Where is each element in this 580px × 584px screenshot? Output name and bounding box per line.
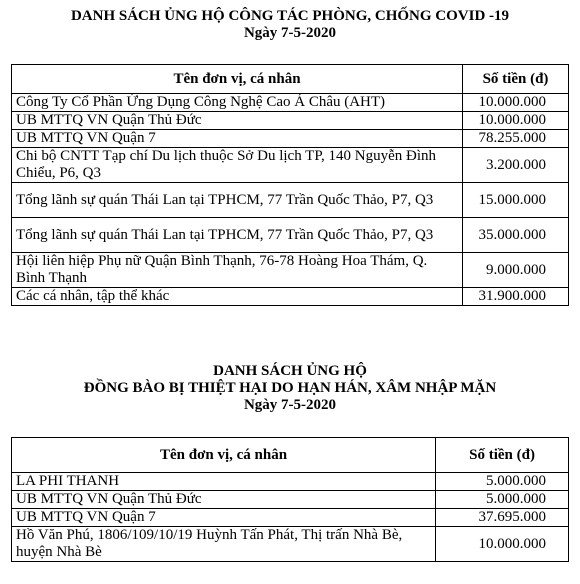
- covid-donation-table: [11, 64, 569, 306]
- drought-donation-table: [11, 437, 569, 562]
- header-amount: Số tiền (đ): [463, 65, 569, 94]
- donor-name: Các cá nhân, tập thể khác: [12, 288, 463, 306]
- donor-name: Hồ Văn Phú, 1806/109/10/19 Huỳnh Tấn Phát, Thị trấn Nhà Bè, huyện Nhà Bè: [12, 527, 436, 562]
- donation-amount: 10.000.000: [463, 112, 569, 130]
- table-row: [12, 288, 569, 306]
- donor-name: UB MTTQ VN Quận 7: [12, 130, 463, 148]
- table-row: [12, 253, 569, 288]
- donor-name: UB MTTQ VN Quận Thủ Đức: [12, 112, 463, 130]
- section1-heading: [0, 8, 580, 42]
- donor-name: Tổng lãnh sự quán Thái Lan tại TPHCM, 77 Trần Quốc Thảo, P7, Q3: [12, 218, 463, 253]
- donor-name: UB MTTQ VN Quận Thủ Đức: [12, 491, 436, 509]
- section1-title: DANH SÁCH ỦNG HỘ CÔNG TÁC PHÒNG, CHỐNG COVID -19: [70, 8, 510, 24]
- section1-date: Ngày 7-5-2020: [243, 25, 337, 41]
- donation-amount: 37.695.000: [436, 509, 569, 527]
- donation-amount: 35.000.000: [463, 218, 569, 253]
- donation-amount: 15.000.000: [463, 183, 569, 218]
- donation-amount: 3.200.000: [463, 148, 569, 183]
- donation-amount: 5.000.000: [436, 491, 569, 509]
- donor-name: Chi bộ CNTT Tạp chí Du lịch thuộc Sở Du lịch TP, 140 Nguyễn Đình Chiểu, P6, Q3: [12, 148, 463, 183]
- table-row: [12, 473, 569, 491]
- donor-name: Công Ty Cổ Phần Ứng Dụng Công Nghệ Cao Á Châu (AHT): [12, 94, 463, 112]
- table-row: [12, 148, 569, 183]
- donor-name: LA PHI THANH: [12, 473, 436, 491]
- donation-amount: 10.000.000: [463, 94, 569, 112]
- section2-heading: [0, 363, 580, 414]
- donation-amount: 31.900.000: [463, 288, 569, 306]
- table-row: [12, 509, 569, 527]
- section2-title-line2: ĐỒNG BÀO BỊ THIỆT HẠI DO HẠN HÁN, XÂM NHẬP MẶN: [83, 380, 497, 396]
- table-row: [12, 183, 569, 218]
- donation-amount: 9.000.000: [463, 253, 569, 288]
- donor-name: Hội liên hiệp Phụ nữ Quận Bình Thạnh, 76-78 Hoàng Hoa Thám, Q. Bình Thạnh: [12, 253, 463, 288]
- table-row: [12, 218, 569, 253]
- header-amount: Số tiền (đ): [436, 438, 569, 473]
- section2-date: Ngày 7-5-2020: [243, 397, 337, 413]
- table-row: [12, 491, 569, 509]
- table-header-row: [12, 65, 569, 94]
- donation-amount: 10.000.000: [436, 527, 569, 562]
- donation-amount: 78.255.000: [463, 130, 569, 148]
- section2-title-line1: DANH SÁCH ỦNG HỘ: [213, 363, 367, 379]
- header-name: Tên đơn vị, cá nhân: [12, 65, 463, 94]
- table-row: [12, 130, 569, 148]
- table-row: [12, 527, 569, 562]
- table-row: [12, 94, 569, 112]
- header-name: Tên đơn vị, cá nhân: [12, 438, 436, 473]
- donation-amount: 5.000.000: [436, 473, 569, 491]
- table-row: [12, 112, 569, 130]
- donor-name: Tổng lãnh sự quán Thái Lan tại TPHCM, 77 Trần Quốc Thảo, P7, Q3: [12, 183, 463, 218]
- donor-name: UB MTTQ VN Quận 7: [12, 509, 436, 527]
- table-header-row: [12, 438, 569, 473]
